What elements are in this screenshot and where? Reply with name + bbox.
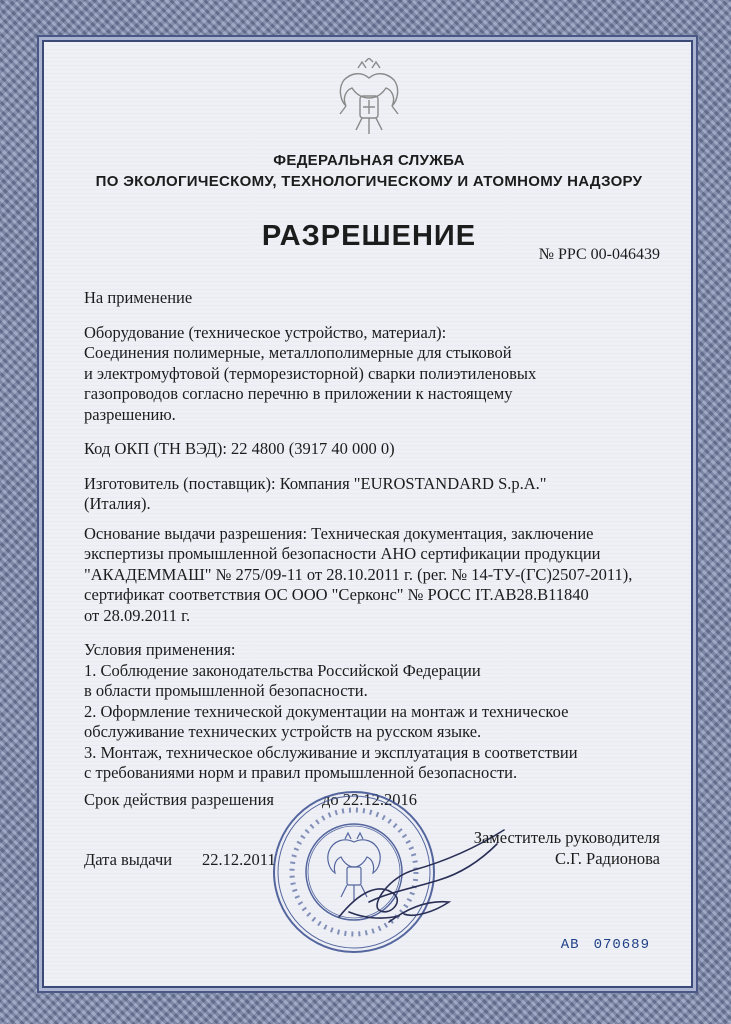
basis-line: Основание выдачи разрешения: Техническая документация, заключение (84, 523, 594, 543)
equipment-heading: Оборудование (техническое устройство, материал): (84, 322, 447, 342)
okp-code: Код ОКП (ТН ВЭД): 22 4800 (3917 40 000 0) (84, 439, 395, 458)
double-headed-eagle-icon (332, 58, 406, 140)
basis-line: сертификат соответствия ОС ООО "Серконс" № РОСС IT.АВ28.В11840 (84, 585, 589, 604)
condition-line: с требованиями норм и правил промышленной безопасности. (84, 763, 518, 782)
blank-number: 070689 (593, 937, 650, 953)
signer-name: С.Г. Радионова (554, 849, 660, 868)
conditions-heading: Условия применения: (84, 640, 236, 659)
validity-date: до 22.12.2016 (322, 790, 418, 809)
blank-series: АВ (560, 937, 580, 953)
condition-line: в области промышленной безопасности. (84, 681, 368, 700)
issue-date-value: 22.12.2011 (202, 850, 276, 869)
agency-line-1: ФЕДЕРАЛЬНАЯ СЛУЖБА (273, 152, 465, 169)
signatory-block (474, 827, 660, 869)
condition-line: обслуживание технических устройств на русском языке. (84, 722, 482, 741)
equipment-line: Соединения полимерные, металлополимерные для стыковой (84, 343, 512, 362)
manufacturer-line: (Италия). (84, 494, 151, 513)
issue-date (84, 850, 276, 870)
issue-date-label: Дата выдачи (84, 850, 173, 869)
agency-line-2: ПО ЭКОЛОГИЧЕСКОМУ, ТЕХНОЛОГИЧЕСКОМУ И АТОМНОМУ НАДЗОРУ (95, 173, 643, 190)
equipment-line: газопроводов согласно перечню в приложении к настоящему (84, 384, 513, 403)
basis-line: "АКАДЕММАШ" № 275/09-11 от 28.10.2011 г. (рег. № 14-ТУ-(ГС)2507-2011), (84, 564, 633, 584)
equipment-line: и электромуфтовой (терморезисторной) сварки полиэтиленовых (84, 363, 537, 383)
condition-line: 3. Монтаж, техническое обслуживание и эксплуатация в соответствии (84, 742, 578, 762)
document-title: РАЗРЕШЕНИЕ (261, 220, 477, 252)
condition-line: 1. Соблюдение законодательства Российской Федерации (84, 660, 481, 680)
registration-number: № РРС 00-046439 (538, 246, 660, 263)
validity-label: Срок действия разрешения (84, 790, 275, 809)
purpose-line: На применение (84, 288, 193, 307)
basis-line: от 28.09.2011 г. (84, 605, 191, 625)
certificate-body (84, 288, 654, 784)
validity-period (84, 790, 418, 810)
certificate-content (84, 42, 660, 982)
signer-position: Заместитель руководителя (473, 828, 660, 847)
blank-serial-number (561, 937, 650, 953)
manufacturer-line: Изготовитель (поставщик): Компания "EUROSTANDARD S.p.A." (84, 473, 547, 493)
equipment-line: разрешению. (84, 404, 176, 424)
basis-line: экспертизы промышленной безопасности АНО сертификации продукции (84, 544, 601, 563)
issuing-agency (84, 150, 654, 192)
condition-line: 2. Оформление технической документации на монтаж и техническое (84, 701, 569, 721)
